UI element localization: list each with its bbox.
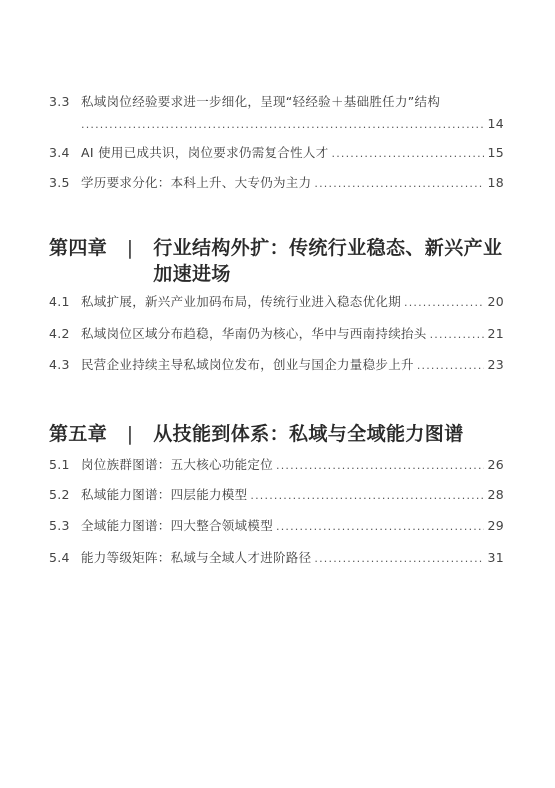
toc-entry[interactable]: [49, 175, 504, 192]
toc-entry-title: 能力等级矩阵：私域与全域人才进阶路径: [81, 550, 312, 565]
dot-leader: [276, 519, 484, 535]
toc-entry-page: 23: [487, 357, 504, 372]
chapter-label: 第四章: [49, 237, 108, 259]
chapter-separator: |: [126, 423, 134, 445]
toc-entry-title: 私域岗位区域分布趋稳，华南仍为核心，华中与西南持续抬头: [81, 326, 427, 341]
toc-entry-page: 21: [487, 326, 504, 341]
dot-leader: [430, 327, 485, 343]
dot-leader: [314, 551, 484, 567]
toc-entry[interactable]: [49, 357, 504, 374]
toc-entry-number: 4.3: [49, 357, 70, 372]
dot-leader: [250, 488, 484, 504]
toc-entry-title: 民营企业持续主导私域岗位发布，创业与国企力量稳步上升: [81, 357, 414, 372]
toc-entry-page: 28: [487, 487, 504, 502]
chapter-heading[interactable]: [49, 235, 519, 287]
toc-entry-number: 5.2: [49, 487, 70, 502]
toc-entry-number: 3.4: [49, 145, 70, 160]
toc-entry-title: 私域岗位经验要求进一步细化，呈现“轻经验＋基础胜任力”结构: [81, 94, 441, 109]
dot-leader: [276, 458, 484, 474]
toc-entry-page: 15: [487, 145, 504, 160]
toc-entry[interactable]: [49, 457, 504, 474]
dot-leader: [332, 146, 485, 162]
chapter-title: 行业结构外扩：传统行业稳态、新兴产业加速进场: [153, 237, 503, 285]
toc-entry-number: 5.3: [49, 518, 70, 533]
toc-entry-title: 私域能力图谱：四层能力模型: [81, 487, 248, 502]
chapter-separator: |: [126, 237, 134, 259]
toc-entry-number: 4.2: [49, 326, 70, 341]
toc-entry-number: 5.1: [49, 457, 70, 472]
toc-entry-title: 全域能力图谱：四大整合领域模型: [81, 518, 274, 533]
toc-entry[interactable]: [49, 145, 504, 162]
dot-leader: [81, 117, 484, 133]
toc-entry-number: 5.4: [49, 550, 70, 565]
toc-entry-page: 20: [487, 294, 504, 309]
toc-entry[interactable]: [49, 518, 504, 535]
chapter-heading[interactable]: [49, 421, 519, 447]
toc-entry-title: 岗位族群图谱：五大核心功能定位: [81, 457, 274, 472]
chapter-title: 从技能到体系：私域与全域能力图谱: [153, 423, 464, 445]
toc-entry-number: 3.3: [49, 94, 70, 109]
toc-entry[interactable]: [49, 326, 504, 343]
toc-entry-title: 私域扩展，新兴产业加码布局，传统行业进入稳态优化期: [81, 294, 402, 309]
toc-entry-number: 3.5: [49, 175, 70, 190]
chapter-label: 第五章: [49, 423, 108, 445]
toc-entry-title: 学历要求分化：本科上升、大专仍为主力: [81, 175, 312, 190]
toc-entry-page: 29: [487, 518, 504, 533]
toc-entry[interactable]: [49, 487, 504, 504]
dot-leader: [314, 176, 484, 192]
toc-entry-page: 18: [487, 175, 504, 190]
dot-leader: [404, 295, 484, 311]
toc-entry[interactable]: [49, 294, 504, 311]
toc-entry-page: 31: [487, 550, 504, 565]
toc-entry-page: 14: [487, 116, 504, 131]
toc-entry-page: 26: [487, 457, 504, 472]
toc-entry-number: 4.1: [49, 294, 70, 309]
toc-entry[interactable]: [49, 94, 504, 133]
toc-entry-title: AI 使用已成共识，岗位要求仍需复合性人才: [81, 145, 329, 160]
toc-entry[interactable]: [49, 550, 504, 567]
dot-leader: [417, 358, 485, 374]
